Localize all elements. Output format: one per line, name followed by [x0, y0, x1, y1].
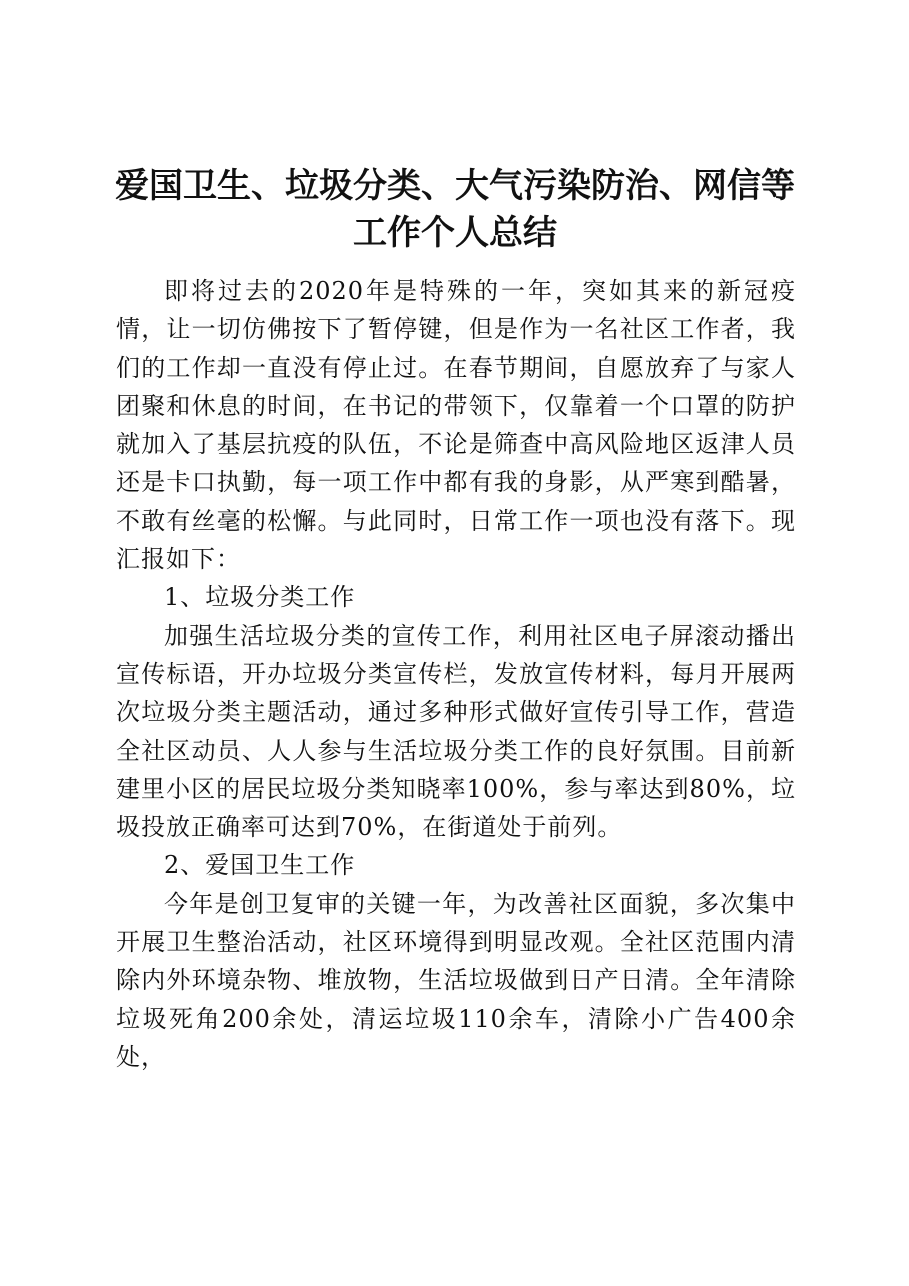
document-body [116, 272, 796, 1076]
paragraph-intro: 即将过去的2020年是特殊的一年，突如其来的新冠疫情，让一切仿佛按下了暂停键，但是作为一名社区工作者，我们的工作却一直没有停止过。在春节期间，自愿放弃了与家人团聚和休息的时间，在书记的带领下，仅靠着一个口罩的防护就加入了基层抗疫的队伍，不论是筛查中高风险地区返津人员还是卡口执勤，每一项工作中都有我的身影，从严寒到酷暑，不敢有丝毫的松懈。与此同时，日常工作一项也没有落下。现汇报如下： [116, 277, 796, 574]
section-heading-garbage-sorting: 1、垃圾分类工作 [164, 583, 356, 612]
paragraph-patriotic-health: 今年是创卫复审的关键一年，为改善社区面貌，多次集中开展卫生整治活动，社区环境得到明显改观。全社区范围内清除内外环境杂物、堆放物，生活垃圾做到日产日清。全年清除垃圾死角200余处，清运垃圾110余车，清除小广告400余处， [116, 889, 796, 1071]
paragraph-garbage-sorting: 加强生活垃圾分类的宣传工作，利用社区电子屏滚动播出宣传标语，开办垃圾分类宣传栏，发放宣传材料，每月开展两次垃圾分类主题活动，通过多种形式做好宣传引导工作，营造全社区动员、人人参与生活垃圾分类工作的良好氛围。目前新建里小区的居民垃圾分类知晓率100%，参与率达到80%，垃圾投放正确率可达到70%，在街道处于前列。 [116, 621, 796, 842]
section-heading-patriotic-health: 2、爱国卫生工作 [164, 851, 356, 880]
document-title: 爱国卫生、垃圾分类、大气污染防治、网信等工作个人总结 [115, 166, 795, 253]
